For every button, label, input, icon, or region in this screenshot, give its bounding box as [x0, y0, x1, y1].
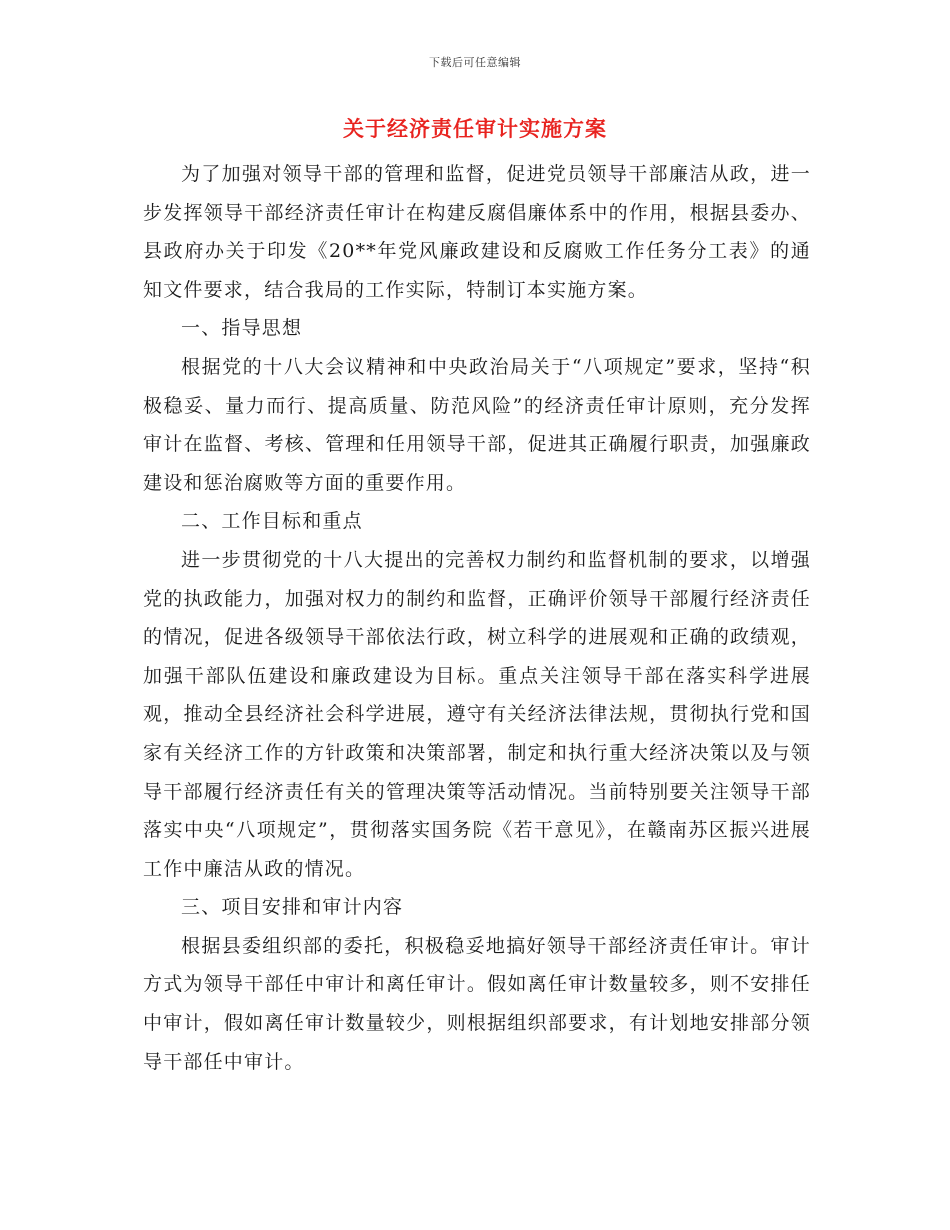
intro-paragraph: 为了加强对领导干部的管理和监督，促进党员领导干部廉洁从政，进一步发挥领导干部经济责任审计在构建反腐倡廉体系中的作用，根据县委办、县政府办关于印发《20**年党风廉政建设和反腐败工作任务分工表》的通知文件要求，结合我局的工作实际，特制订本实施方案。 — [143, 163, 811, 301]
document-body — [143, 155, 811, 1081]
section-paragraph-3: 根据县委组织部的委托，积极稳妥地搞好领导干部经济责任审计。审计方式为领导干部任中审计和离任审计。假如离任审计数量较多，则不安排任中审计，假如离任审计数量较少，则根据组织部要求，有计划地安排部分领导干部任中审计。 — [143, 934, 811, 1073]
section-paragraph-1: 根据党的十八大会议精神和中央政治局关于“八项规定”要求，坚持“积极稳妥、量力而行、提高质量、防范风险”的经济责任审计原则，充分发挥审计在监督、考核、管理和任用领导干部，促进其正确履行职责，加强廉政建设和惩治腐败等方面的重要作用。 — [143, 355, 811, 494]
section-heading-2: 二、工作目标和重点 — [181, 510, 363, 533]
document-title: 关于经济责任审计实施方案 — [343, 117, 607, 141]
section-heading-1: 一、指导思想 — [181, 317, 303, 340]
section-paragraph-2: 进一步贯彻党的十八大提出的完善权力制约和监督机制的要求，以增强党的执政能力，加强对权力的制约和监督，正确评价领导干部履行经济责任的情况，促进各级领导干部依法行政，树立科学的进展观和正确的政绩观，加强干部队伍建设和廉政建设为目标。重点关注领导干部在落实科学进展观，推动全县经济社会科学进展，遵守有关经济法律法规，贯彻执行党和国家有关经济工作的方针政策和决策部署，制定和执行重大经济决策以及与领导干部履行经济责任有关的管理决策等活动情况。当前特别要关注领导干部落实中央“八项规定”，贯彻落实国务院《若干意见》，在赣南苏区振兴进展工作中廉洁从政的情况。 — [143, 548, 811, 880]
header-note: 下载后可任意编辑 — [429, 56, 521, 69]
section-heading-3: 三、项目安排和审计内容 — [181, 896, 404, 919]
